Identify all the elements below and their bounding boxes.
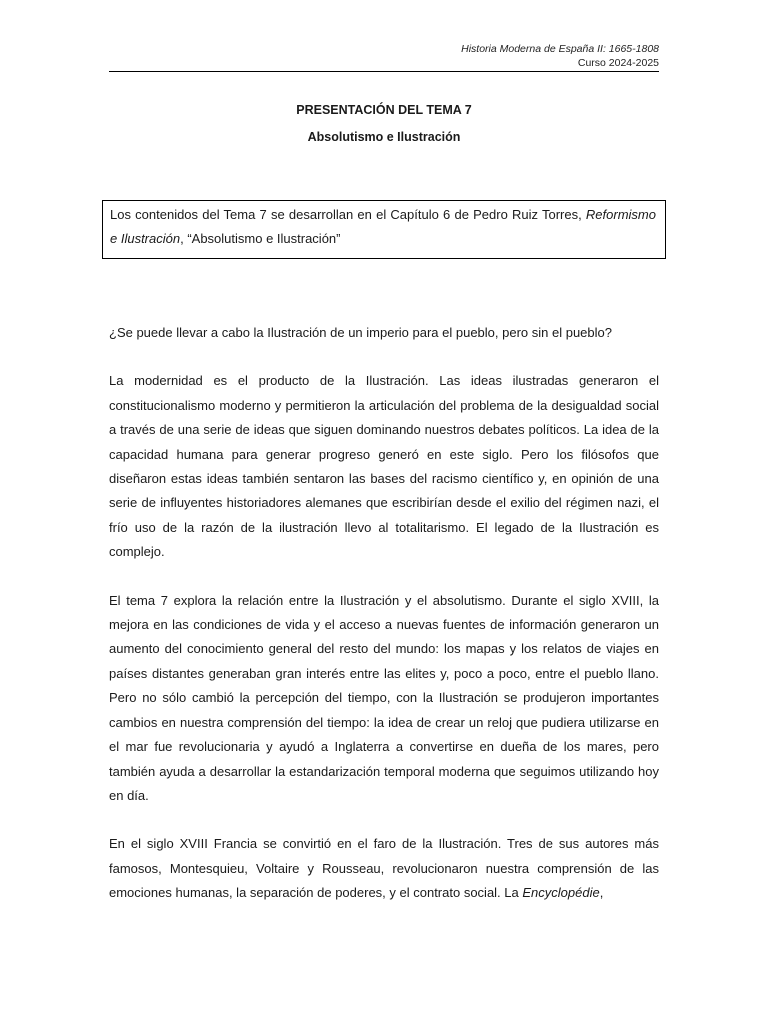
- reading-reference-box: [102, 200, 666, 259]
- box-text-end: , “Absolutismo e Ilustración”: [180, 231, 341, 246]
- document-subtitle: Absolutismo e Ilustración: [307, 130, 461, 144]
- paragraph-france: [109, 832, 659, 905]
- header-course-title: Historia Moderna de España II: 1665-1808: [461, 43, 659, 55]
- header-course-year: Curso 2024-2025: [577, 57, 659, 69]
- paragraph-france-end: ,: [599, 885, 604, 901]
- encyclopedie-title: Encyclopédie: [522, 885, 600, 901]
- paragraph-theme-7: El tema 7 explora la relación entre la Ilustración y el absolutismo. Durante el siglo XVIII, la mejora en las condiciones de vida y el acceso a nuevas fuentes de información generaron un aumento del conocimiento general del resto del mundo: los mapas y los relatos de viajes en países distantes generaban gran interés entre las elites y, poco a poco, entre el pueblo llano. Pero no sólo cambió la percepción del tiempo, con la Ilustración se produjeron importantes cambios en nuestra comprensión del tiempo: la idea de crear un reloj que pudiera utilizarse en el mar fue revolucionaria y ayudó a Inglaterra a convertirse en dueña de los mares, pero también ayuda a desarrollar la estandarización temporal moderna que seguimos utilizando hoy en día.: [109, 592, 659, 803]
- guiding-question: ¿Se puede llevar a cabo la Ilustración de un imperio para el pueblo, pero sin el pueblo?: [109, 325, 612, 340]
- running-header: [109, 42, 659, 70]
- title-block: [109, 101, 659, 146]
- header-divider: [109, 71, 659, 72]
- paragraph-france-text: En el siglo XVIII Francia se convirtió en el faro de la Ilustración. Tres de sus autores más famosos, Montesquieu, Voltaire y Rousseau, revolucionaron nuestra comprensión de las emociones humanas, la separación de poderes, y el contrato social. La: [109, 836, 659, 901]
- paragraph-modernity: La modernidad es el producto de la Ilustración. Las ideas ilustradas generaron el constitucionalismo moderno y permitieron la articulación del problema de la desigualdad social a través de una serie de ideas que siguen dominando nuestros debates políticos. La idea de la capacidad humana para generar progreso generó en este siglo. Pero los filósofos que diseñaron estas ideas también sentaron las bases del racismo científico y, en opinión de una serie de influyentes historiadores alemanes que escribirían desde el exilio del régimen nazi, el frío uso de la razón de la ilustración llevo al totalitarismo. El legado de la Ilustración es complejo.: [109, 373, 659, 560]
- box-text-start: Los contenidos del Tema 7 se desarrollan en el Capítulo 6 de Pedro Ruiz Torres,: [110, 207, 586, 222]
- document-title: PRESENTACIÓN DEL TEMA 7: [296, 103, 472, 117]
- box-book-title: Reformismo e Ilustración: [110, 207, 656, 246]
- body-text: [109, 321, 659, 930]
